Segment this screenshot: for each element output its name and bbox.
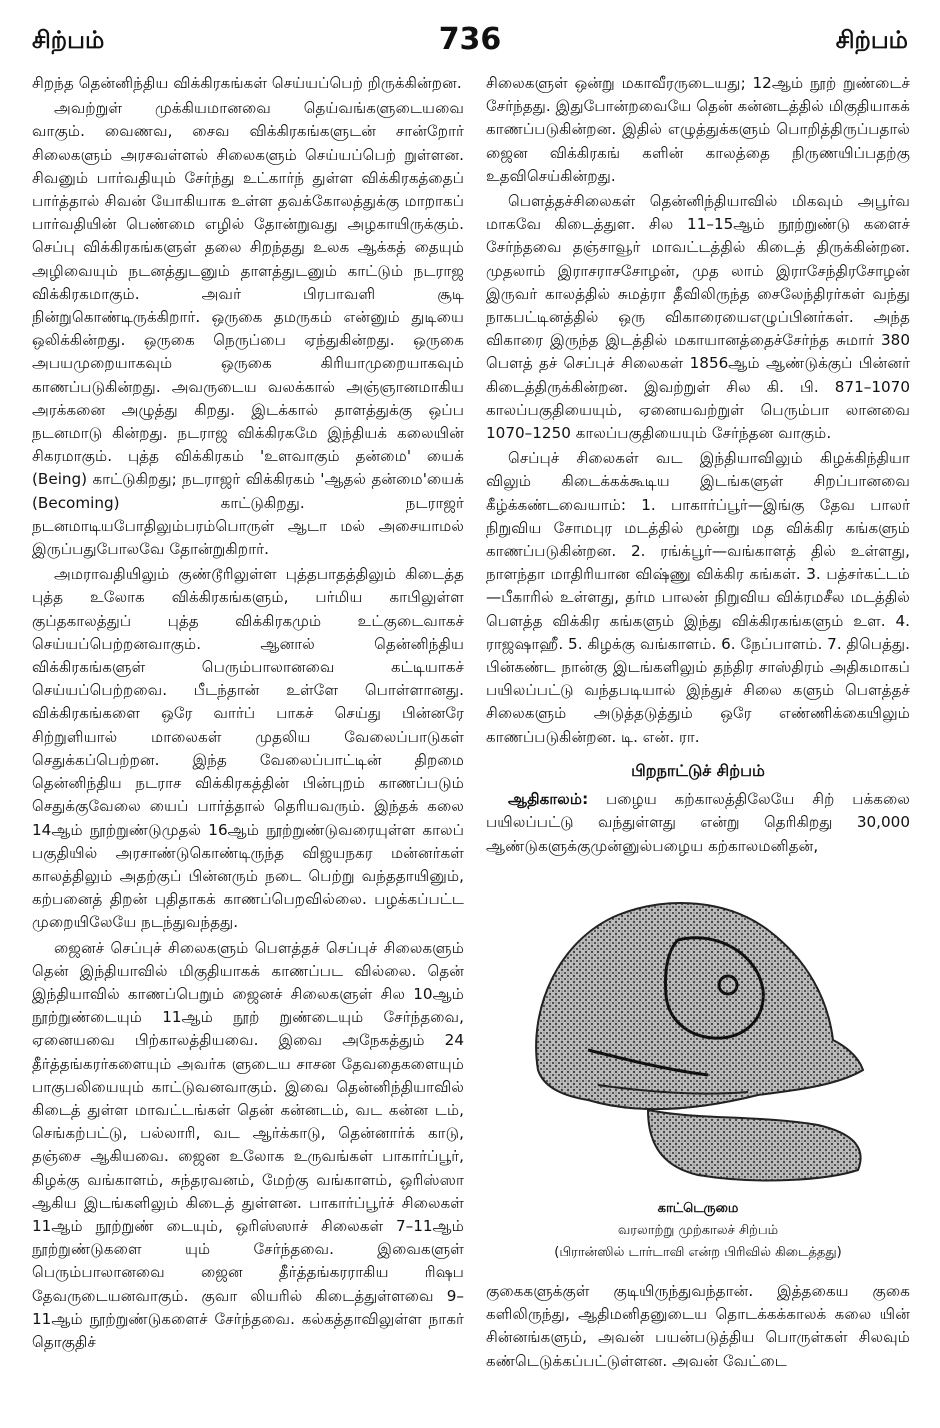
section-heading: பிறநாட்டுச் சிற்பம் <box>631 760 765 780</box>
paragraph: ஜைனச் செப்புச் சிலைகளும் பௌத்தச் செப்புச் சிலைகளும் தென் இந்தியாவில் மிகுதியாகக் காணப்பட வில்லை. தென் இந்தியாவில் காணப்பெறும் ஜைனச் சிலைகளுள் சில 10ஆம் நூற்றுண்டையும் 11ஆம் நூற் றுண்டையும் சேர்ந்தவை, ஏனையவை பிற்காலத்தியவை. இவை அநேகத்தும் 24 தீர்த்தங்கரர்களையும் அவர்க ளுடைய சாசன தேவதைகளையும் பாகுபலியையும் காட்டுவனவாகும். இவை தென்னிந்தியாவில் கிடைத் துள்ள மாவட்டங்கள் தென் கன்னடம், வட கன்ன டம், செங்கற்பட்டு, பல்லாரி, வட ஆர்க்காடு, தென்னார்க் காடு, தஞ்சை ஆகியவை. ஜைன உலோக உருவங்கள் பாகார்ப்பூர், கிழக்கு வங்காளம், சுந்தரவனம், மேற்கு வங்காளம், ஒரிஸ்ஸா ஆகிய இடங்களிலும் கிடைத் துள்ளன. பாகார்ப்பூர்ச் சிலைகள் 11ஆம் நூற்றுண் டையும், ஒரிஸ்ஸாச் சிலைகள் 7–11ஆம் நூற்றுண்டுகளை யும் சேர்ந்தவை. இவைகளுள் பெரும்பாலானவை ஜைன தீர்த்தங்கரராகிய ரிஷப தேவருடையனவாகும். குவா லியரில் கிடைத்துள்ளவை 9–11ஆம் நூற்றுண்டுகளைச் சேர்ந்தவை. கல்கத்தாவிலுள்ள நாகர் தொகுதிச் <box>32 938 464 1351</box>
lead-term: ஆதிகாலம்: <box>508 790 589 809</box>
right-column <box>486 72 910 860</box>
right-column-bottom <box>486 1280 910 1373</box>
paragraph: அமராவதியிலும் குண்டூரிலுள்ள புத்தபாதத்திலும் கிடைத்த புத்த உலோக விக்கிரகங்களும், பர்மிய காபிலுள்ள குப்தகாலத்துப் புத்த விக்கிரகமும் உட்குடைவாகச் செய்யப்பெற்றனவாகும். ஆனால் தென்னிந்திய விக்கிரகங்களுள் பெரும்பாலானவை கட்டியாகச் செய்யப்பெற்றவை. பீடந்தான் உள்ளே பொள்ளானது. விக்கிரகங்களை ஒரே வார்ப் பாகச் செய்து பின்னரே சிற்றுளியால் மாலைகள் முதலிய வேலைப்பாடுகள் செதுக்கப்பெற்றன. இந்த வேலைப்பாட்டின் திறமை தென்னிந்திய நடராச விக்கிரகத்தின் பின்புறம் காணப்படும் செதுக்குவேலை யைப் பார்த்தால் தெரியவரும். இந்தக் கலை 14ஆம் நூற்றுண்டுமுதல் 16ஆம் நூற்றுண்டுவரையுள்ள காலப் பகுதியில் அரசாண்டுகொண்டிருந்த விஜயநகர மன்னர்கள் காலத்திலும் அதற்குப் பின்னரும் நடை பெற்று வந்ததாயினும், கற்பனைத் திறன் புதிதாகக் காணப்பெறவில்லை. பழக்கப்பட்ட முறையிலேயே நடந்துவந்தது. <box>32 565 464 932</box>
caption-line: வரலாற்று முற்காலச் சிற்பம் <box>617 1223 779 1238</box>
caption-title: காட்டெருமை <box>657 1201 739 1216</box>
page-number: 736 <box>438 22 502 57</box>
figure-caption <box>486 1198 910 1264</box>
bison-sculpture-image <box>498 870 898 1190</box>
paragraph: சிறந்த தென்னிந்திய விக்கிரகங்கள் செய்யப்பெற் றிருக்கின்றன. <box>32 74 462 92</box>
paragraph <box>486 788 910 858</box>
running-head <box>0 22 940 62</box>
caption-line: (பிரான்ஸில் டார்டாவி என்ற பிரிவில் கிடைத்தது) <box>554 1245 842 1260</box>
paragraph: அவற்றுள் முக்கியமானவை தெய்வங்களுடையவை வாகும். வைணவ, சைவ விக்கிரகங்களுடன் சான்றோர் சிலைகளும் அரசவள்ளல் சிலைகளும் செய்யப்பெற் றுள்ளன. சிவனும் பார்வதியும் சேர்ந்து உட்கார்ந் துள்ள விக்கிரகத்தைப் பார்த்தால் சிவன் யோகியாக உள்ள தவக்கோலத்துக்கு மாறாகப் பார்வதியின் பெண்மை எழில் தோன்றுவது அழகாயிருக்கும். செப்பு விக்கிரகங்களுள் தலை சிறந்தது உலக ஆக்கத் தையும் அழிவையும் நடனத்துடனும் தாளத்துடனும் காட்டும் நடராஜ விக்கிரகமாகும். அவர் பிரபாவளி சூடி நின்றுகொண்டிருக்கிறார். ஒருகை தமருகம் என்னும் துடியை ஒலிக்கின்றது. ஒருகை நெருப்பை ஏந்துகின்றது. ஒருகை அபயமுறையாகவும் ஒருகை கிரியாமுறையாகவும் காணப்படுகின்றது. அவருடைய வலக்கால் அஞ்ஞானமாகிய அரக்கனை அழுத்து கிறது. இடக்கால் தாளத்துக்கு ஒப்ப நடனமாடு கின்றது. நடராஜ விக்கிரகமே இந்தியக் கலையின் சிகரமாகும். புத்த விக்கிரகம் 'உளவாகும் தன்மை' யைக் (Being) காட்டுகிறது; நடராஜர் விக்கிரகம் 'ஆதல் தன்மை'யைக் (Becoming) காட்டுகிறது. நடராஜர் நடனமாடியபோதிலும்பரம்பொருள் ஆடா மல் அசையாமல் இருப்பதுபோலவே தோன்றுகிறார். <box>32 99 464 559</box>
lead-text: பழைய கற்காலத்திலேயே சிற் பக்கலை பயிலப்பட்டு வந்துள்ளது என்று தெரிகிறது 30,000 ஆண்டுகளுக்குமுன்னுல்பழைய கற்காலமனிதன், <box>486 790 911 855</box>
paragraph: சிலைகளுள் ஒன்று மகாவீரருடையது; 12ஆம் நூற் றுண்டைச் சேர்ந்தது. இதுபோன்றவையே தென் கன்னடத்தில் மிகுதியாகக் காணப்படுகின்றன. இதில் எழுத்துக்களும் பொறித்திருப்பதால் ஜைன விக்கிரகங் களின் காலத்தை நிருணயிப்பதற்கு உதவிசெய்கின்றது. <box>486 74 910 185</box>
paragraph: செப்புச் சிலைகள் வட இந்தியாவிலும் கிழக்கிந்தியா விலும் கிடைக்கக்கூடிய இடங்களுள் சிறப்பானவை கீழ்க்கண்டவையாம்: 1. பாகார்ப்பூர்—இங்கு தேவ பாலர் நிறுவிய சோமபுர மடத்தில் மூன்று மத விக்கிர கங்களும் காணப்படுகின்றன. 2. ரங்க்பூர்—வங்காளத் தில் உள்ளது, நாளந்தா மாதிரியான விஷ்ணு விக்கிர கங்கள். 3. பத்சர்கட்டம்—பீகாரில் உள்ளது, தர்ம பாலன் நிறுவிய விக்ரமசீல மடத்தில் பௌத்த விக்கிர கங்களும் இந்து விக்கிரகங்களும் உள. 4. ராஜஷாஹீ. 5. கிழக்கு வங்காளம். 6. நேப்பாளம். 7. திபெத்து. பின்கண்ட நான்கு இடங்களிலும் தந்திர சாஸ்திரம் அதிகமாகப் பயிலப்பட்டு வந்தபடியால் இந்துச் சிலை களும் பௌத்தச் சிலைகளும் அடுத்தடுத்தும் ஒரே எண்ணிக்கையிலும் காணப்படுகின்றன. டி. என். ரா. <box>486 449 910 746</box>
header-left-title: சிற்பம் <box>32 26 105 54</box>
header-right-title: சிற்பம் <box>835 26 908 54</box>
figure-bison-sculpture <box>486 870 910 1264</box>
paragraph: குகைகளுக்குள் குடியிருந்துவந்தான். இத்தகைய குகை களிலிருந்து, ஆதிமனிதனுடைய தொடக்கக்காலக் கலை யின் சின்னங்களும், அவன் பயன்படுத்திய பொருள்கள் சிலவும் கண்டெடுக்கப்பட்டுள்ளன. அவன் வேட்டை <box>486 1282 910 1370</box>
paragraph: பௌத்தச்சிலைகள் தென்னிந்தியாவில் மிகவும் அபூர்வ மாகவே கிடைத்துள. சில 11–15ஆம் நூற்றுண்டு களைச் சேர்ந்தவை தஞ்சாவூர் மாவட்டத்தில் கிடைத் திருக்கின்றன. முதலாம் இராசராசசோழன், முத லாம் இராசேந்திரசோழன் இருவர் காலத்தில் சுமத்ரா தீவிலிருந்த சைலேந்திரர்கள் வந்து நாகபட்டினத்தில் ஒரு விகாரையைஎழுப்பினர்கள். அந்த விகாரை இருந்த இடத்தில் மகாயானத்தைச்சேர்ந்த சுமார் 380 பௌத் தச் செப்புச் சிலைகள் 1856ஆம் ஆண்டுக்குப் பின்னர் கிடைத்திருக்கின்றன. இவற்றுள் சில கி. பி. 871–1070 காலப்பகுதியையும், ஏனையவற்றுள் பெரும்பா லானவை 1070–1250 காலப்பகுதியையும் சேர்ந்தன வாகும். <box>486 192 910 443</box>
left-column <box>32 72 464 1356</box>
